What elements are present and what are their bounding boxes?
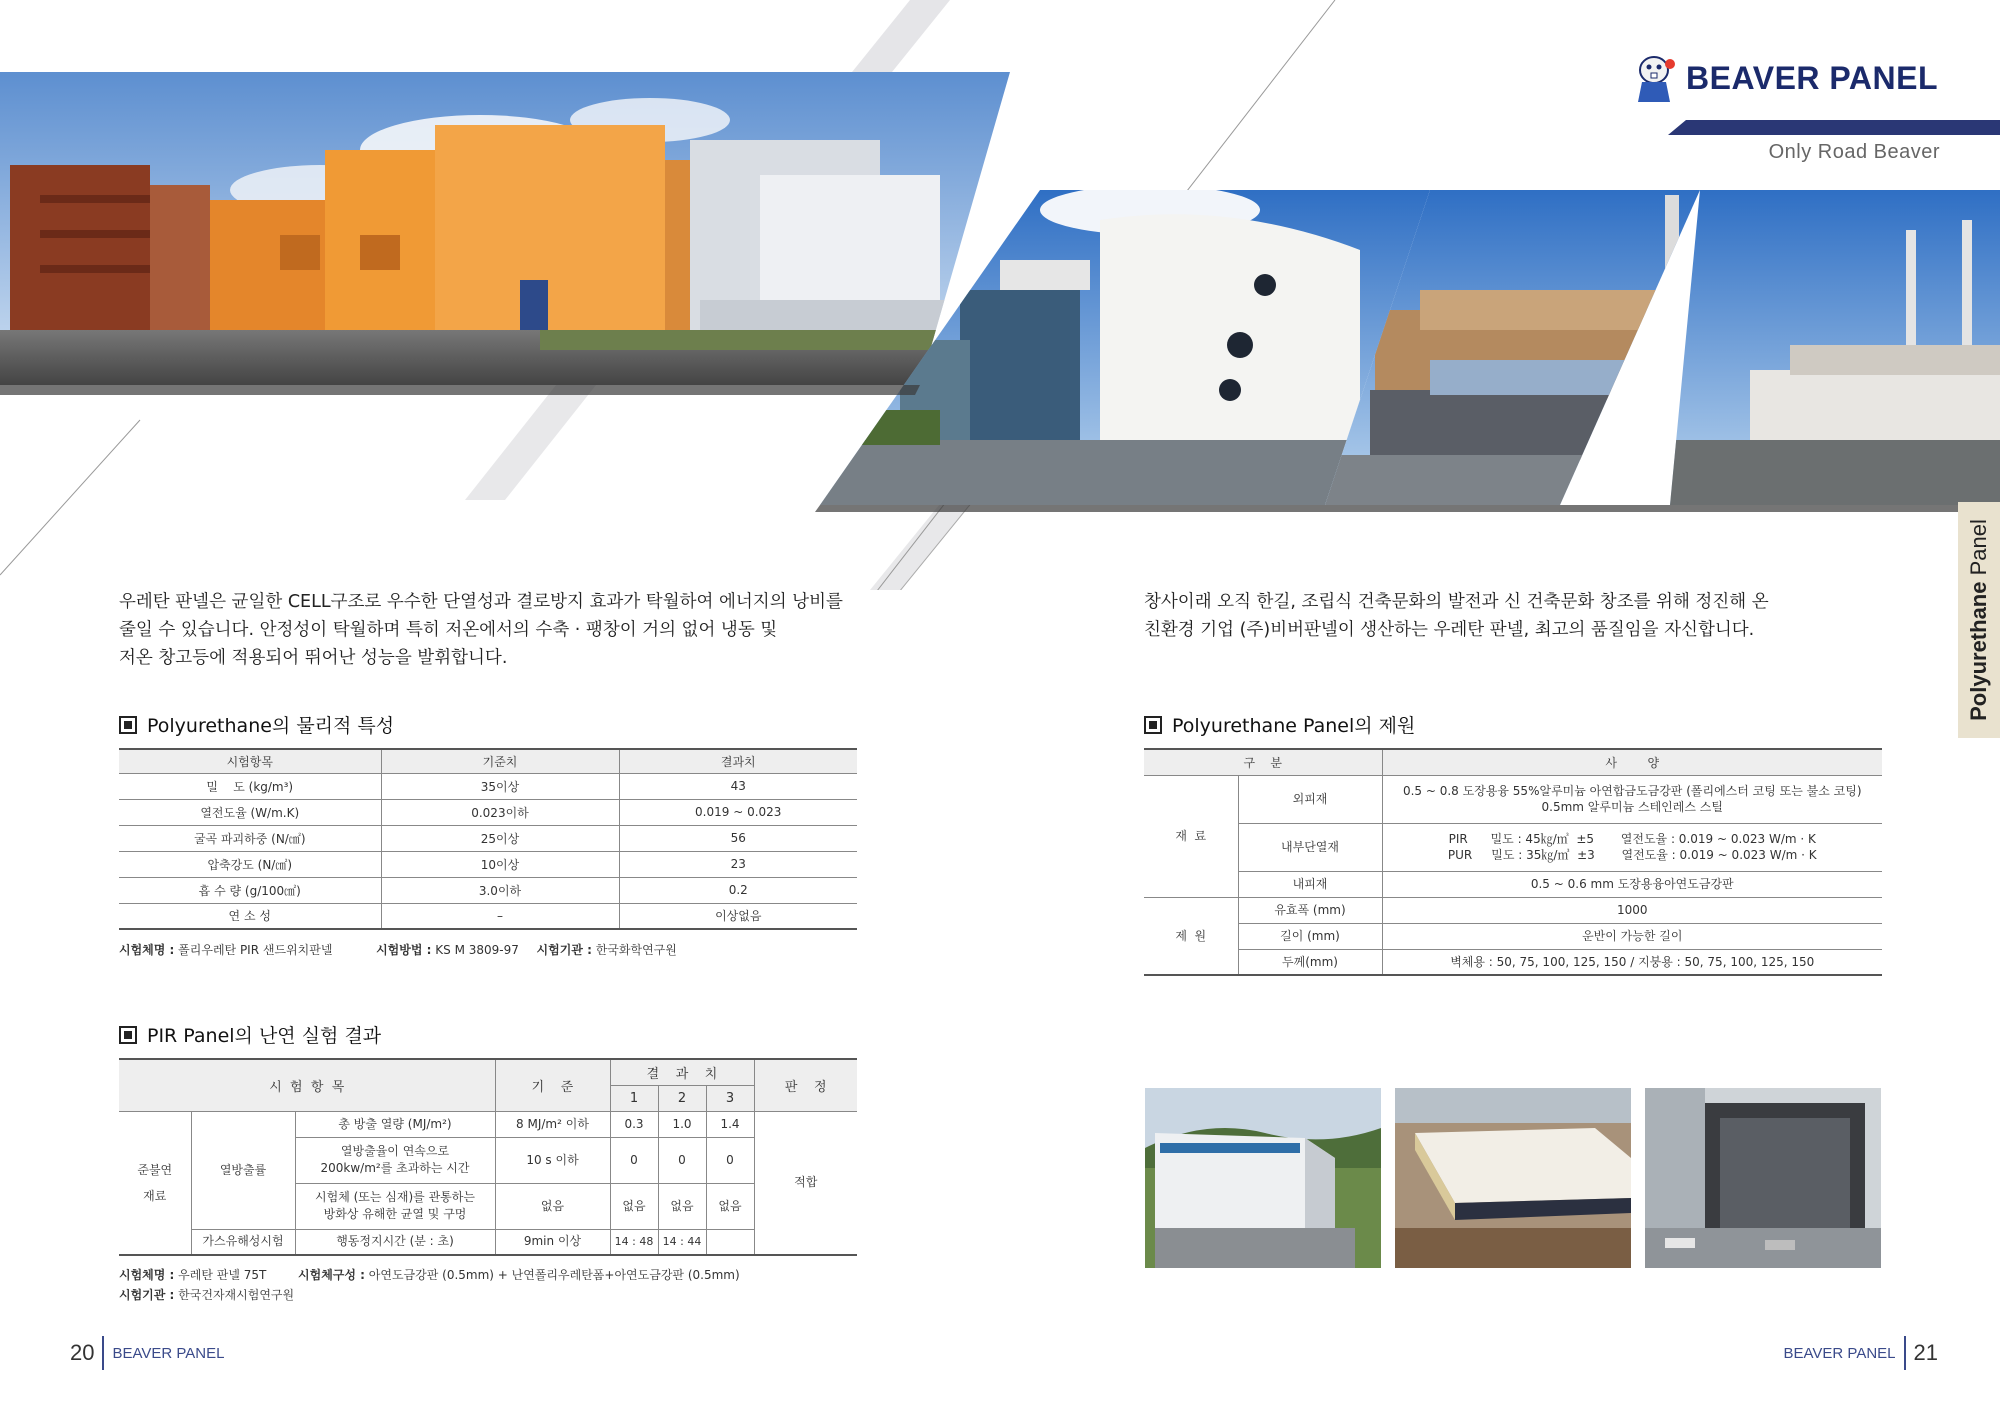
table-row: 내부단열재 PIR 밀도 : 45㎏/㎥ ±5 열전도율 : 0.019 ~ 0.023 W/m · K PUR 밀도 : 35㎏/㎥ ±3 열전도율 : 0.019 ~ 0.023 W/m · K <box>1144 823 1882 871</box>
physical-test-note: 시험체명 : 폴리우레탄 PIR 샌드위치판넬 시험방법 : KS M 3809-97 시험기관 : 한국화학연구원 <box>119 943 677 957</box>
section-title-spec: Polyurethane Panel의 제원 <box>1144 711 1415 738</box>
table-row: 제 원 유효폭 (mm) 1000 <box>1144 897 1882 923</box>
table-row: 열방출율이 연속으로 200kw/m²를 초과하는 시간 10 s 이하 0 0 0 <box>119 1137 857 1183</box>
table-header: 시험항목 <box>119 749 381 773</box>
table-header-row <box>1144 749 1882 775</box>
fire-test-note-2: 시험기관 : 한국건자재시험연구원 <box>119 1288 295 1302</box>
table-row: 굴곡 파괴하중 (N/㎠) 25이상 56 <box>119 825 857 851</box>
table-row: 시험체 (또는 심재)를 관통하는 방화상 유해한 균열 및 구멍 없음 없음 없음 없음 <box>119 1183 857 1229</box>
table-header: 사 양 <box>1382 749 1882 775</box>
brand-name: BEAVER PANEL <box>1686 59 1938 96</box>
table-row: 내피재 0.5 ~ 0.6 mm 도장용융아연도금강판 <box>1144 871 1882 897</box>
table-header-row: 시 험 항 목 기 준 결 과 치 판 정 <box>119 1059 857 1085</box>
section-title-fire: PIR Panel의 난연 실험 결과 <box>119 1021 381 1048</box>
table-header: 기준치 <box>381 749 619 773</box>
table-row: 길이 (mm) 운반이 가능한 길이 <box>1144 923 1882 949</box>
fire-test-note-1: 시험체명 : 우레탄 판넬 75T 시험체구성 : 아연도금강판 (0.5mm) + 난연폴리우레탄폼+아연도금강판 (0.5mm) <box>119 1268 740 1282</box>
brand-logo <box>1632 52 1938 104</box>
intro-line: 저온 창고등에 적용되어 뛰어난 성능을 발휘합니다. <box>119 648 508 668</box>
intro-line: 줄일 수 있습니다. 안정성이 탁월하며 특히 저온에서의 수축 · 팽창이 거의 없어 냉동 및 <box>119 620 778 640</box>
table-row: 재 료 외피재 0.5 ~ 0.8 도장용융 55%알루미늄 아연합금도금강판 (폴리에스터 코팅 또는 불소 코팅) 0.5mm 알루미늄 스테인레스 스틸 <box>1144 775 1882 823</box>
page-number: 21 <box>1913 1340 1938 1365</box>
table-row: 열전도율 (W/m.K) 0.023이하 0.019 ~ 0.023 <box>119 799 857 825</box>
table-row: 가스유해성시험 행동정지시간 (분 : 초) 9min 이상 14 : 48 14 : 44 <box>119 1229 857 1255</box>
intro-text-left <box>119 588 843 672</box>
intro-line: 우레탄 판넬은 균일한 CELL구조로 우수한 단열성과 결로방지 효과가 탁월하여 에너지의 낭비를 <box>119 592 843 612</box>
warehouse-photo-3 <box>1645 1088 1881 1268</box>
checkbox-square-icon <box>119 716 137 734</box>
panel-spec-table <box>1144 748 1882 976</box>
brand-tagline: Only Road Beaver <box>1768 141 1940 163</box>
table-header-row: 1 2 3 <box>119 1085 857 1111</box>
page-number: 20 <box>70 1340 95 1365</box>
beaver-mascot-icon <box>1632 52 1678 104</box>
table-header: 결과치 <box>619 749 857 773</box>
physical-properties-table <box>119 748 857 930</box>
table-row: 준불연 재료 열방출률 총 방출 열량 (MJ/m²) 8 MJ/m² 이하 0.3 1.0 1.4 적합 <box>119 1111 857 1137</box>
footer-brand: BEAVER PANEL <box>112 1344 225 1362</box>
footer-left <box>70 1336 224 1370</box>
side-tab-label: Polyurethane Panel <box>1966 519 1991 721</box>
footer-divider <box>1904 1336 1906 1370</box>
table-row: 압축강도 (N/㎠) 10이상 23 <box>119 851 857 877</box>
warehouse-photo-2 <box>1395 1088 1631 1268</box>
section-title-physical: Polyurethane의 물리적 특성 <box>119 711 394 738</box>
checkbox-square-icon <box>1144 716 1162 734</box>
intro-line: 친환경 기업 (주)비버판넬이 생산하는 우레탄 판넬, 최고의 품질임을 자신합니다. <box>1144 620 1755 640</box>
table-row: 흡 수 량 (g/100㎠) 3.0이하 0.2 <box>119 877 857 903</box>
table-row: 연 소 성 – 이상없음 <box>119 903 857 929</box>
table-header: 구 분 <box>1144 749 1382 775</box>
brand-underline-bar <box>1668 120 2000 135</box>
table-row: 두께(mm) 벽체용 : 50, 75, 100, 125, 150 / 지붕용 : 50, 75, 100, 125, 150 <box>1144 949 1882 975</box>
footer-brand: BEAVER PANEL <box>1783 1344 1896 1362</box>
footer-divider <box>102 1336 104 1370</box>
table-header-row <box>119 749 857 773</box>
checkbox-square-icon <box>119 1026 137 1044</box>
intro-line: 창사이래 오직 한길, 조립식 건축문화의 발전과 신 건축문화 창조를 위해 정진해 온 <box>1144 592 1769 612</box>
warehouse-photo-1 <box>1145 1088 1381 1268</box>
footer-right <box>1784 1336 1938 1370</box>
section-side-tab <box>1958 502 2000 738</box>
table-row: 밀 도 (kg/m³) 35이상 43 <box>119 773 857 799</box>
fire-test-table <box>119 1058 857 1256</box>
intro-text-right <box>1144 588 1769 644</box>
